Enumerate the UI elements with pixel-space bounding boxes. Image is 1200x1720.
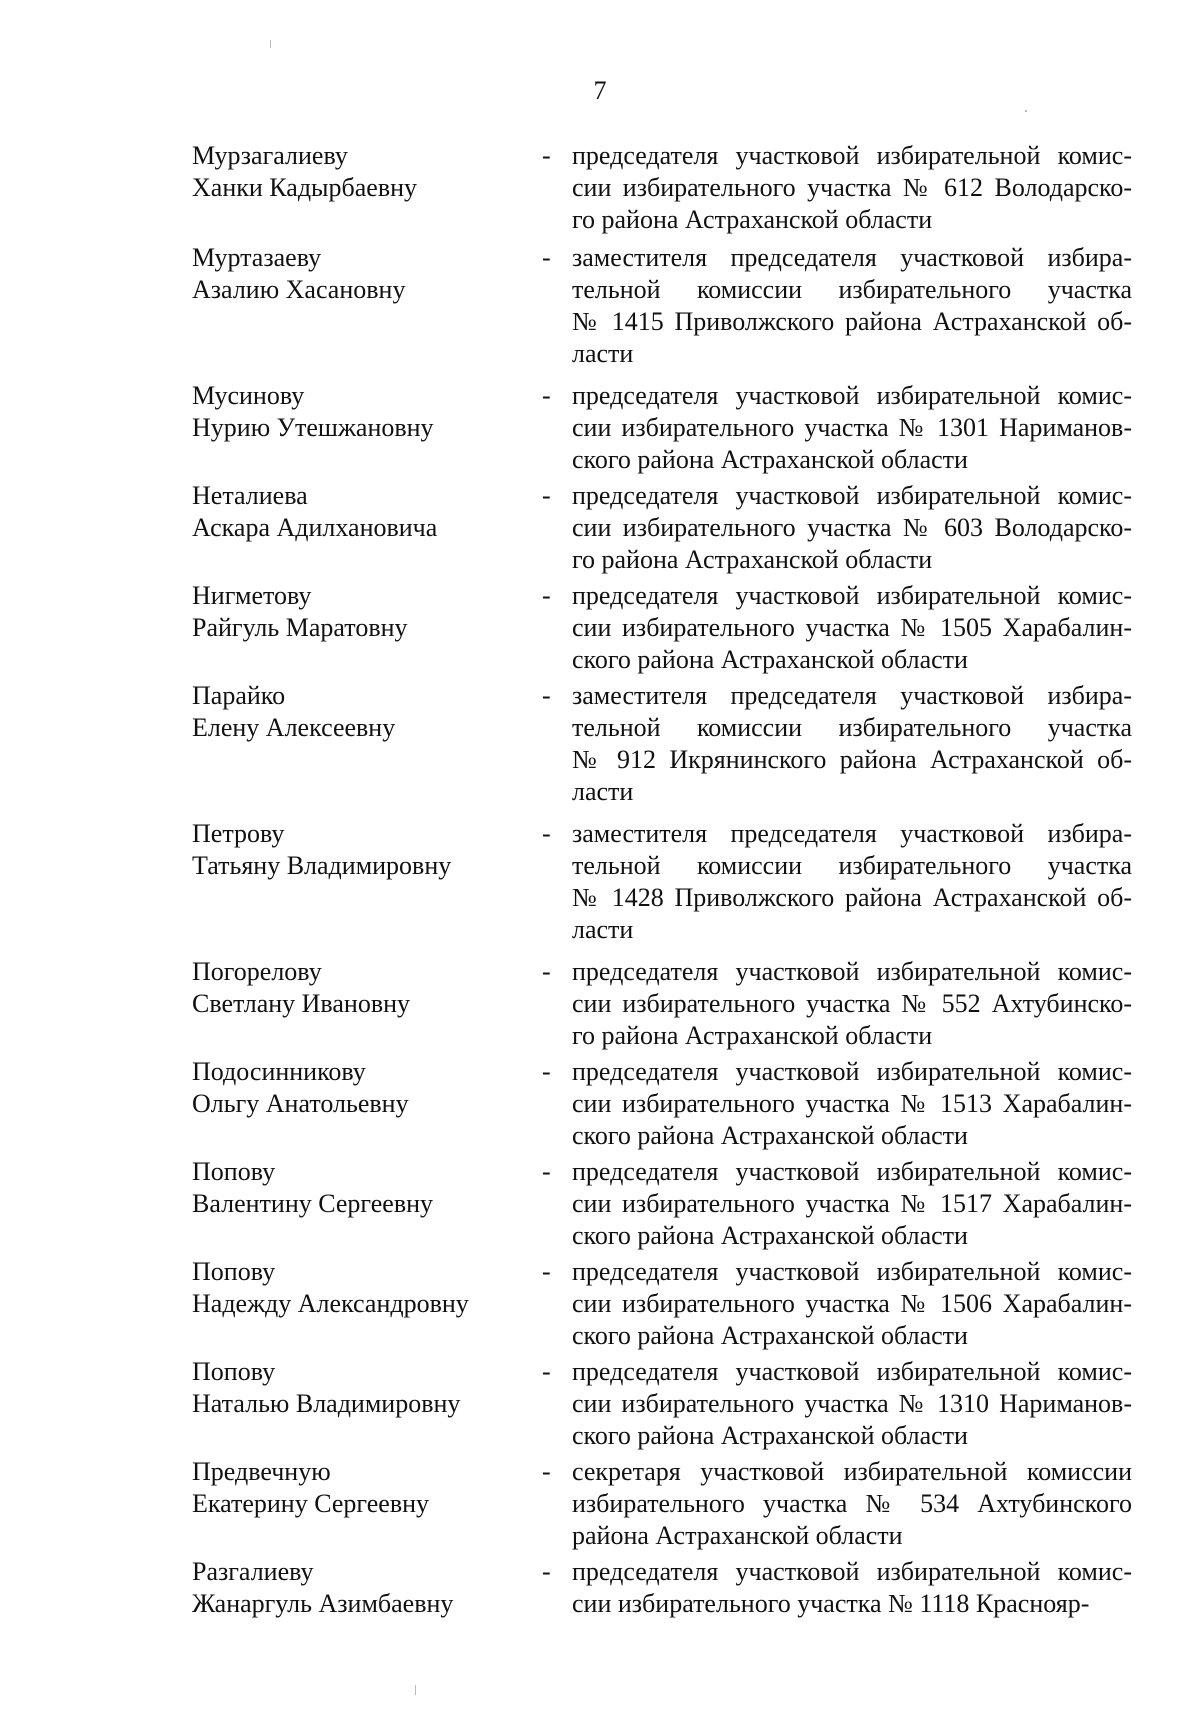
separator-dash: -: [542, 1157, 551, 1186]
appointment-entry: [192, 242, 1152, 370]
position-description-line: избирательного участка № 534 Ахтубинского: [572, 1489, 1132, 1518]
person-name: [192, 1056, 542, 1120]
position-description: [572, 680, 1132, 808]
position-description-line: сии избирательного участка № 1118 Краснояр-: [572, 1589, 1090, 1618]
separator-dash: -: [542, 957, 551, 986]
position-description-line: ского района Астраханской области: [572, 1421, 968, 1450]
position-description-line: ского района Астраханской области: [572, 1321, 968, 1350]
person-name: [192, 242, 542, 306]
separator-dash: -: [542, 581, 551, 610]
position-description: [572, 580, 1132, 676]
position-description-line: го района Астраханской области: [572, 545, 933, 574]
position-description-line: № 1415 Приволжского района Астраханской об-: [572, 307, 1132, 336]
appointment-entry: [192, 140, 1152, 236]
position-description-line: заместителя председателя участковой избира-: [572, 243, 1132, 272]
person-name-line: Петрову: [192, 819, 285, 848]
person-name-line: Муртазаеву: [192, 243, 322, 272]
position-description-line: ласти: [572, 915, 634, 944]
person-name-line: Погорелову: [192, 957, 322, 986]
person-name-line: Попову: [192, 1257, 276, 1286]
position-description-line: ского района Астраханской области: [572, 445, 968, 474]
position-description-line: председателя участковой избирательной комис-: [572, 957, 1132, 986]
position-description-line: председателя участковой избирательной комис-: [572, 141, 1132, 170]
separator-dash: -: [542, 819, 551, 848]
person-name-line: Подосинникову: [192, 1057, 366, 1086]
position-description: [572, 380, 1132, 476]
person-name-line: Татьяну Владимировну: [192, 851, 452, 880]
position-description: [572, 140, 1132, 236]
position-description-line: председателя участковой избирательной комис-: [572, 1057, 1132, 1086]
appointment-entry: [192, 1056, 1152, 1152]
position-description-line: председателя участковой избирательной комис-: [572, 381, 1132, 410]
position-description-line: № 912 Икрянинского района Астраханской об-: [572, 745, 1132, 774]
person-name-line: Светлану Ивановну: [192, 989, 411, 1018]
person-name: [192, 380, 542, 444]
position-description-line: секретаря участковой избирательной комиссии: [572, 1457, 1132, 1486]
scan-artifact: [1025, 110, 1027, 112]
separator-dash: -: [542, 1057, 551, 1086]
person-name-line: Надежду Александровну: [192, 1289, 469, 1318]
appointment-entry: [192, 380, 1152, 476]
person-name-line: Ольгу Анатольевну: [192, 1089, 409, 1118]
position-description-line: сии избирательного участка № 1301 Нариманов-: [572, 413, 1132, 442]
person-name-line: Елену Алексеевну: [192, 713, 396, 742]
person-name-line: Екатерину Сергеевну: [192, 1489, 430, 1518]
person-name-line: Попову: [192, 1357, 276, 1386]
appointment-entry: [192, 1256, 1152, 1352]
position-description: [572, 1356, 1132, 1452]
appointment-entry: [192, 680, 1152, 808]
appointment-entry: [192, 1156, 1152, 1252]
person-name: [192, 956, 542, 1020]
position-description-line: № 1428 Приволжского района Астраханской об-: [572, 883, 1132, 912]
position-description-line: сии избирательного участка № 552 Ахтубинско-: [572, 989, 1132, 1018]
position-description-line: ского района Астраханской области: [572, 1221, 968, 1250]
person-name-line: Предвечную: [192, 1457, 331, 1486]
page-number: 7: [593, 76, 607, 105]
person-name: [192, 1156, 542, 1220]
person-name-line: Азалию Хасановну: [192, 275, 406, 304]
person-name: [192, 580, 542, 644]
position-description: [572, 242, 1132, 370]
position-description-line: ского района Астраханской области: [572, 645, 968, 674]
person-name-line: Ханки Кадырбаевну: [192, 173, 418, 202]
person-name-line: Райгуль Маратовну: [192, 613, 408, 642]
separator-dash: -: [542, 1257, 551, 1286]
appointment-entry: [192, 1456, 1152, 1552]
appointment-entry: [192, 818, 1152, 946]
person-name-line: Аскара Адилхановича: [192, 513, 438, 542]
person-name: [192, 140, 542, 204]
position-description-line: тельной комиссии избирательного участка: [572, 275, 1132, 304]
position-description-line: заместителя председателя участковой избира-: [572, 819, 1132, 848]
position-description-line: тельной комиссии избирательного участка: [572, 851, 1132, 880]
separator-dash: -: [542, 681, 551, 710]
person-name: [192, 1556, 542, 1620]
separator-dash: -: [542, 1357, 551, 1386]
position-description-line: сии избирательного участка № 1505 Харабалин-: [572, 613, 1132, 642]
person-name-line: Парайко: [192, 681, 286, 710]
person-name-line: Наталью Владимировну: [192, 1389, 461, 1418]
appointment-entry: [192, 1356, 1152, 1452]
position-description: [572, 1456, 1132, 1552]
person-name-line: Нурию Утешжановну: [192, 413, 434, 442]
person-name-line: Валентину Сергеевну: [192, 1189, 434, 1218]
person-name: [192, 480, 542, 544]
person-name: [192, 1256, 542, 1320]
position-description-line: председателя участковой избирательной комис-: [572, 581, 1132, 610]
position-description: [572, 1156, 1132, 1252]
person-name-line: Мусинову: [192, 381, 305, 410]
person-name-line: Мурзагалиеву: [192, 141, 348, 170]
position-description-line: ласти: [572, 339, 634, 368]
position-description: [572, 1256, 1132, 1352]
separator-dash: -: [542, 1557, 551, 1586]
position-description: [572, 1556, 1132, 1620]
position-description: [572, 480, 1132, 576]
position-description-line: сии избирательного участка № 603 Володарско-: [572, 513, 1132, 542]
appointment-entry: [192, 580, 1152, 676]
position-description-line: сии избирательного участка № 1513 Харабалин-: [572, 1089, 1132, 1118]
position-description-line: председателя участковой избирательной комис-: [572, 1157, 1132, 1186]
appointment-entry: [192, 480, 1152, 576]
appointment-entry: [192, 1556, 1152, 1620]
position-description-line: председателя участковой избирательной комис-: [572, 1257, 1132, 1286]
position-description-line: сии избирательного участка № 1506 Харабалин-: [572, 1289, 1132, 1318]
appointment-list: [192, 140, 1152, 1620]
person-name-line: Разгалиеву: [192, 1557, 314, 1586]
person-name-line: Попову: [192, 1157, 276, 1186]
person-name: [192, 1456, 542, 1520]
scan-artifact: [415, 1685, 416, 1695]
position-description-line: ласти: [572, 777, 634, 806]
position-description-line: сии избирательного участка № 1310 Нариманов-: [572, 1389, 1132, 1418]
position-description: [572, 818, 1132, 946]
separator-dash: -: [542, 141, 551, 170]
position-description: [572, 1056, 1132, 1152]
position-description-line: тельной комиссии избирательного участка: [572, 713, 1132, 742]
person-name: [192, 818, 542, 882]
person-name-line: Жанаргуль Азимбаевну: [192, 1589, 454, 1618]
position-description-line: сии избирательного участка № 1517 Харабалин-: [572, 1189, 1132, 1218]
position-description-line: района Астраханской области: [572, 1521, 903, 1550]
position-description-line: ского района Астраханской области: [572, 1121, 968, 1150]
position-description-line: заместителя председателя участковой избира-: [572, 681, 1132, 710]
position-description: [572, 956, 1132, 1052]
separator-dash: -: [542, 381, 551, 410]
appointment-entry: [192, 956, 1152, 1052]
position-description-line: го района Астраханской области: [572, 1021, 933, 1050]
scan-artifact: [270, 40, 271, 48]
person-name: [192, 680, 542, 744]
person-name-line: Нигметову: [192, 581, 312, 610]
position-description-line: председателя участковой избирательной комис-: [572, 481, 1132, 510]
position-description-line: председателя участковой избирательной комис-: [572, 1357, 1132, 1386]
separator-dash: -: [542, 1457, 551, 1486]
position-description-line: председателя участковой избирательной комис-: [572, 1557, 1132, 1586]
position-description-line: сии избирательного участка № 612 Володарско-: [572, 173, 1132, 202]
person-name: [192, 1356, 542, 1420]
separator-dash: -: [542, 243, 551, 272]
person-name-line: Неталиева: [192, 481, 308, 510]
position-description-line: го района Астраханской области: [572, 205, 933, 234]
separator-dash: -: [542, 481, 551, 510]
